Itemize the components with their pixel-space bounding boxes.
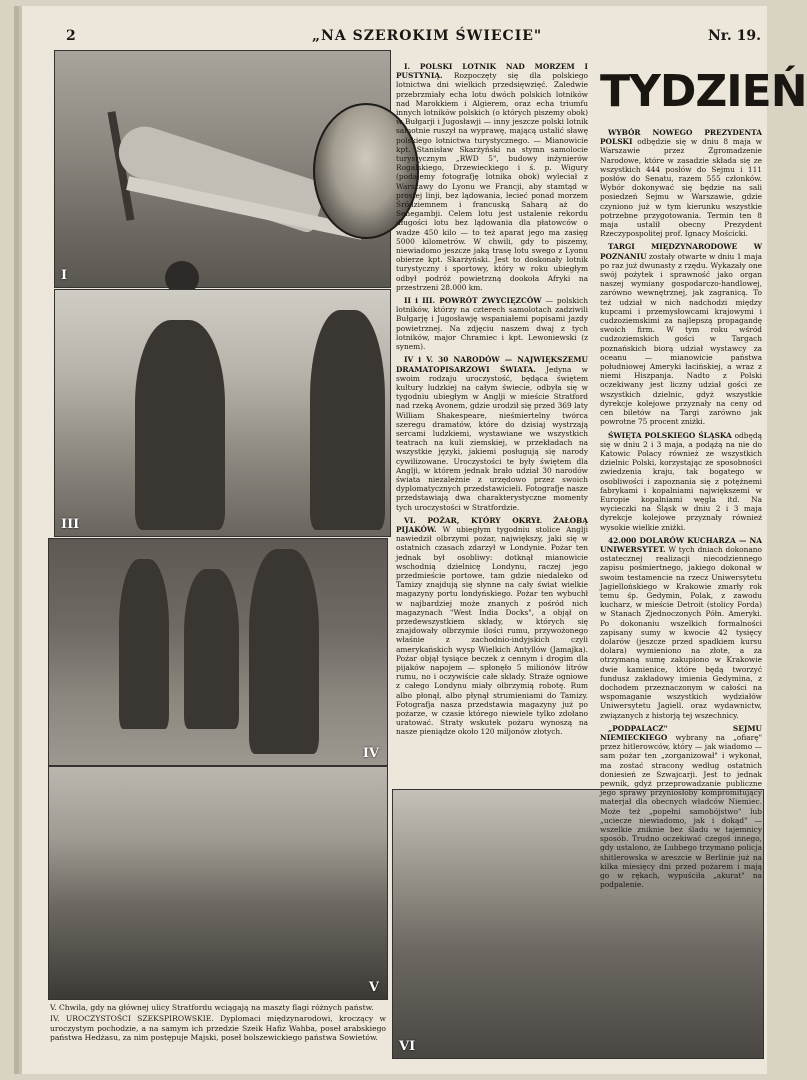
sheikh-figure	[249, 549, 319, 754]
article	[396, 516, 588, 737]
article-heading: „PODPALACZ" SEJMU NIEMIECKIEGO	[600, 723, 762, 742]
photo-number: VI	[399, 1039, 416, 1054]
photo-number: III	[61, 517, 80, 532]
aviator-figure	[135, 320, 225, 530]
page-number: 2	[66, 28, 76, 44]
page-header	[22, 28, 767, 48]
aviator-figure	[310, 310, 385, 530]
photo-number: IV	[362, 746, 379, 761]
article	[600, 536, 762, 720]
section-title: TYDZIEŃ	[600, 66, 807, 117]
photo-aviators	[54, 289, 391, 537]
caption-line: V. Chwila, gdy na głównej ulicy Stratfordu wciągają na maszty flagi różnych państw.	[50, 1003, 374, 1012]
article-heading: ŚWIĘTA POLSKIEGO ŚLĄSKA	[608, 430, 732, 440]
publication-title: „NA SZEROKIM ŚWIECIE"	[312, 28, 543, 44]
article-body: Rozpoczęty się dla polskiego lotnictwa dni wielkich przedsięwzięć. Zaledwie przebrzmiały echa lotu dwóch polskich lotników nad Marokkiem i Algierem, oraz echa triumfu innych lotników polskich (o których piszemy obok) w Bułgarji i Jugosławji — inny jeszcze polski lotnik samotnie ruszył na wyprawę, mającą ustalić sławę polskiego lotnictwa turystycznego. — Mianowicie kpt. Stanisław Skarżyński na stymn samolocie turystycznym „RWD 5", budowy inżynierów Rogalskiego, Drzewieckiego i ś. p. Wigury (podajemy fotografję lotnika obok) wyleciał z Warszawy do Lyonu we Francji, aby stamtąd w prostej linji, bez lądowania, lecieć ponad morzem Śródziemnem i francuską Saharą aż do Senegambji. Celem lotu jest ustalenie rekordu długości lotu bez lądowania dla płatowców o wadze 450 kilo — to też aparat jego ma zasięg 5000 kilometrów. W chwili, gdy to piszemy, niewiadomo jeszcze jaką trasę lotu swego z Lyonu obierze kpt. Skarżyński. Jest to doskonały lotnik turystyczny i sportowy, który w roku ubiegłym odbył podróż powietrzną dookoła Afryki na przestrzeni 28.000 km.	[396, 71, 589, 292]
article	[396, 62, 588, 292]
photo-stratford-street	[48, 766, 388, 1000]
photo-aircraft-pilot	[54, 50, 391, 288]
article-heading: VI. POŻAR, KTÓRY OKRYŁ ŻAŁOBĄ PIJAKÓW.	[396, 515, 588, 534]
diplomat-figure	[119, 559, 169, 729]
photo-procession	[48, 538, 388, 766]
photo-number: I	[61, 268, 68, 283]
article	[600, 242, 762, 426]
article-heading: WYBÓR NOWEGO PREZYDENTA POLSKI	[600, 128, 762, 147]
article-body: odbędą się w dniu 2 i 3 maja, a podążą na nie do Katowic Polacy również ze wszystkich dzielnic Polski, korzystając ze sposobności zwiedzenia kraju, tak bogatego w osobliwości i zapoznania się z potężnemi fabrykami i kopalniami największemi w Europie kopalniami węgla itd. Na wycieczki na Śląsk w dniu 2 i 3 maja dyrekcje kolejowe przyznały również wysokie wielkie zniżki.	[600, 430, 762, 532]
photo-number: V	[368, 980, 379, 995]
article-body: Jedyna w swoim rodzaju uroczystość, będąca świętem kultury ludzkiej na całym świecie, odbyła się w tygodniu ubiegłym w Anglji w mieście Stratford nad rzeką Avonem, gdzie urodził się przed 369 laty William Shakespeare, nieśmiertelny twórca szeregu dramatów, które do dzisiaj wystrzają sercami ludzkiemi, wystawiane we wszystkich teatrach na kuli ziemskiej, w przekładach na wszystkie języki, jakiemi posługują się narody cywilizowane. Uroczystości te były świętem dla Anglji, w którem jednak brało udział 30 narodów świata niezależnie z urzędowo przez swoich dyplomatycznych przedstawicieli. Fotografje nasze przedstawiają dwa charakterystyczne momenty tych uroczystości w Stratfordzie.	[396, 364, 588, 512]
article	[600, 431, 762, 532]
middle-column-articles	[396, 62, 588, 741]
diplomat-figure	[184, 569, 239, 729]
photo-captions	[50, 1003, 386, 1045]
article-heading: I. POLSKI LOTNIK NAD MORZEM I PUSTYNIĄ.	[396, 62, 588, 81]
issue-number: Nr. 19.	[708, 28, 761, 44]
article	[396, 296, 588, 351]
article-heading: 42.000 DOLARÓW KUCHARZA — NA UNIWERSYTET.	[600, 535, 762, 554]
article-body: wybrany na „ofiarę" przez hitlerowców, który — jak wiadomo — sam pożar ten „zorganizował" i wykonał, ma zostać stracony według ostatnich doniesień ze Szwajcarji. Jest to jednak pewnik, gdyż przeprowadzanie publiczne jego sprawy przyniosłoby kompromitujący materjał dla obecnych władców Niemiec. Może też „popełni samobójstwo" lub „uciecze niewiadomo, jak i dokąd" — wszelkie zniknie bez śladu w tajemnicy sposób. Trudno oczekiwać czegoś innego, gdy ustalono, że Lubbego trzymano policja shitlerowska w areszcie w Berlinie już na kilka miesięcy dni przed pożarem i mają go w rękach, wypuściła „akurat" na podpalenie.	[600, 733, 762, 890]
article-body: — polskich lotników, którzy na czterech samolotach zadziwili Bułgarję i Jugosławję wspaniałemi popisami jazdy powietrznej. Na zdjęciu naszem dwaj z tych lotników, major Chramiec i kpt. Lewoniewski (z synem).	[396, 296, 588, 352]
article-body: zostały otwarte w dniu 1 maja po raz już dwunasty z rzędu. Wykazały one swój pożytek i sprawność jako organ naszej wymiany gospodarczo-handlowej, zarówno wewnętrznej, jak zagranicą. To też udział w nich nadchodzi między kupcami i przemysłowcami krajowymi i cudzoziemskimi za najlepszą propagandę swoich firm. W tym roku wśród cudzoziemskich gości w Targach poznańskich biorą udział wystawcy za oceanu — mianowicie państwa południowej Ameryki łacińskiej, a wraz z niemi Hiszpanja. Nadto z Polski oczekiwany jest liczny udział gości ze wszystkich dzielnic, gdyż wszystkie dyrekcje kolejowe przyznały na ceny od cen biletów na Targi zarówno jak powrotne 75 procent zniżki.	[600, 251, 762, 427]
article	[396, 355, 588, 511]
article	[600, 128, 762, 238]
caption-line: IV. UROCZYSTOŚCI SZEKSPIROWSKIE. Dyplomaci międzynarodowi, kroczący w uroczystym pochodzie, a na samym ich przedzie Szeik Hafiz Wahba, poseł arabskiego państwa Hedżasu, za nim postępuje Majski, poseł bolszewickiego państwa Sowietów.	[50, 1014, 386, 1043]
article-body: W ubiegłym tygodniu stolice Anglji nawiedził olbrzymi pożar, największy, jaki się w ostatnich czasach zdarzył w Londynie. Pożar ten jednak był osobliwy: dotknął mianowicie wschodnią dzielnicę Londynu, raczej jego przedmieście portowe, tam gdzie niedaleko od Tamizy znajdują się słynne na cały świat wielkie magazyny portu londyńskiego. Pożar ten wybuchł w najbardziej może znanych z pośród nich magazynach "West India Docks", a objął on przedewszystkiem składy, w których się znajdowały olbrzymie ilości rumu, przywożonego właśnie z zachodnio-indyjskich czyli amerykańskich wysp Wielkich Antyllów (Jamajka). Pożar objął tysiące beczek z cennym i drogim dla pijaków napojem — spłonęło 5 milionów litrów rumu, no i oczywiście całe składy. Straże ogniowe z całego Londynu miały olbrzymią robotę. Rum albo płonął, albo płynął strumieniami do Tamizy. Fotografja nasza przedstawia magazyny już po pożarze, w czasie którego niewiele tylko zdołano uratować. Straty wskutek pożaru wynoszą na nasze pieniądze około 120 miljonów złotych.	[396, 524, 588, 737]
right-column-articles	[600, 128, 762, 890]
newspaper-page	[22, 6, 807, 1074]
article-body: W tych dniach dokonano ostatecznej realizacji niecodziennego zapisu pośmiertnego, jakiego dokonał w swoim testamencie na rzecz Uniwersytetu Jagiellońskiego w Krakowie zmarły rok temu śp. Gedymin, Polak, z zawodu kucharz, w mieście Detroit (stolicy Forda) w Stanach Zjednoczonych Półn. Ameryki. Po dokonaniu wszelkich formalności zapisany sumy w kwocie 42 tysięcy dolarów (jeszcze przed spadkiem kursu dolara) wymieniono na złote, a za otrzymaną sumę zakupiono w Krakowie dwie kamienice, które będą tworzyć fundusz zakładowy imienia Gedymina, z dochodem przeznaczonym w całości na wspomaganie wszystkich wydziałów Uniwersytetu Jagiell. oraz wydawnictw, związanych z historją tej wszechnicy.	[600, 544, 762, 720]
article-body: odbędzie się w dniu 8 maja w Warszawie przez Zgromadzenie Narodowe, które w zasadzie składa się ze wszystkich 444 posłów do Sejmu i 111 posłów do Senatu, razem 555 członków. Wybór dokonywać się będzie na sali posiedzeń Sejmu w Warszawie, gdzie czyniono już w tym kierunku wszystkie potrzebne przygotowania. Termin ten 8 maja ustalił obecny Prezydent Rzeczypospolitej prof. Ignacy Mościcki.	[600, 137, 762, 239]
article	[600, 724, 762, 890]
article-heading: TARGI MIĘDZYNARODOWE W POZNANIU	[600, 242, 762, 261]
article-heading: II i III. POWRÓT ZWYCIĘZCÓW	[404, 296, 542, 306]
article-heading: IV i V. 30 NARODÓW — NAJWIĘKSZEMU DRAMATOPISARZOWI ŚWIATA.	[396, 355, 588, 374]
